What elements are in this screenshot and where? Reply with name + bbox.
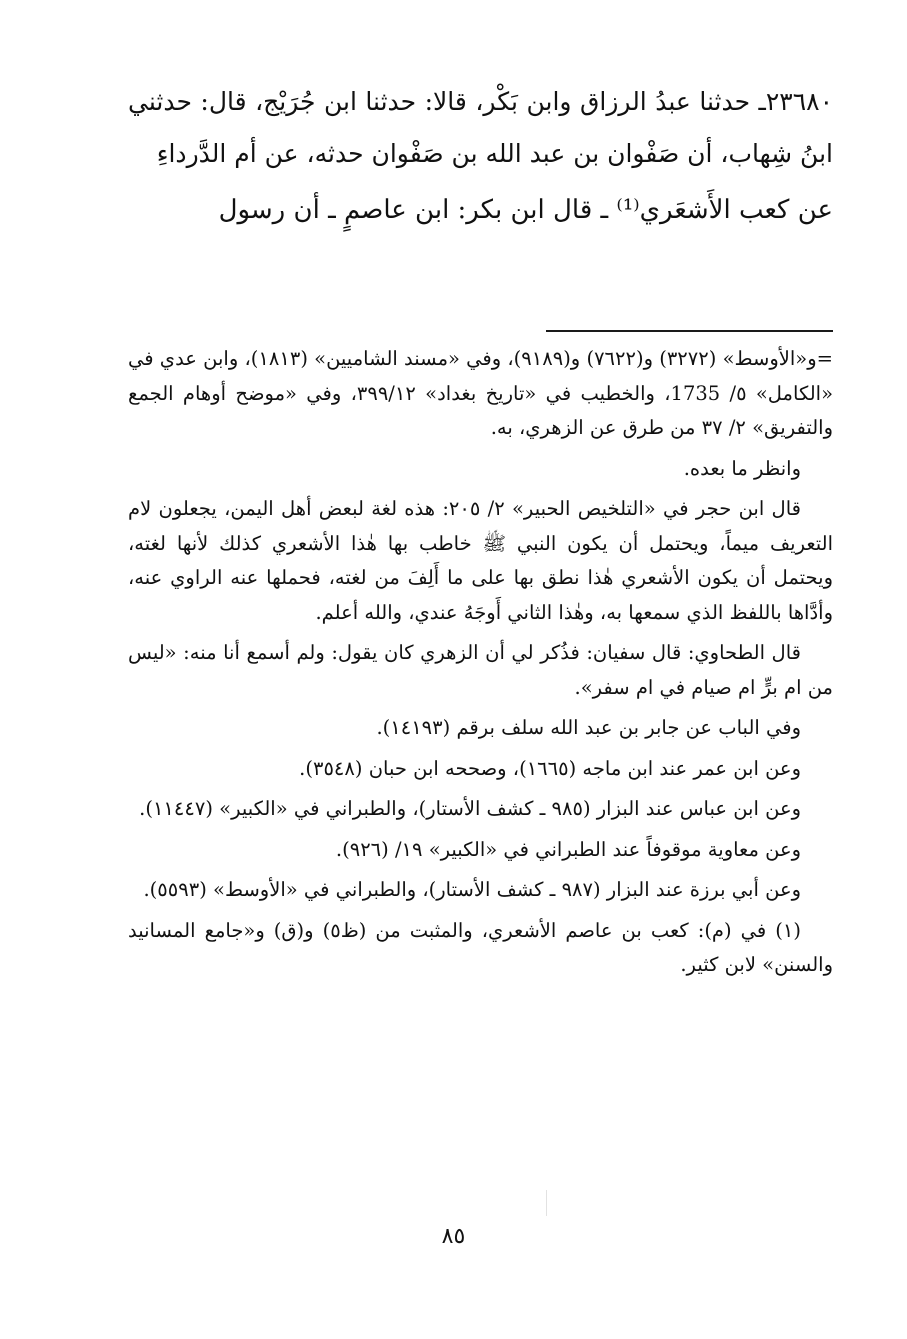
footnote-separator xyxy=(546,330,833,332)
hadith-matn: عن كعب الأَشعَري⁽¹⁾ ـ قال ابن بكر: ابن عاصمٍ ـ أن رسول xyxy=(218,195,833,225)
main-text xyxy=(128,76,833,236)
footnote-paragraph: وفي الباب عن جابر بن عبد الله سلف برقم (١٤١٩٣). xyxy=(376,716,801,739)
footnote-paragraph: وعن معاوية موقوفاً عند الطبراني في «الكبير» ١٩/ (٩٢٦). xyxy=(335,837,801,861)
footnote-continuation: =و«الأوسط» (٣٢٧٢) و(٧٦٢٢) و(٩١٨٩)، وفي «مسند الشاميين» (١٨١٣)، وابن عدي في «الكامل» ٥/ 1735، والخطيب في «تاريخ بغداد» ٣٩٩/١٢، وفي «موضح أوهام الجمع والتفريق» ٢/ ٣٧ من طرق عن الزهري، به. xyxy=(128,347,834,439)
footnotes xyxy=(128,342,833,983)
hadith-isnad: ٢٣٦٨٠ـ حدثنا عبدُ الرزاق وابن بَكْر، قالا: حدثنا ابن جُرَيْج، قال: حدثني ابنُ شِهاب، أن صَفْوان بن عبد الله بن صَفْوان حدثه، عن أم الدَّرداءِ xyxy=(128,87,833,168)
footnote-paragraph: قال الطحاوي: قال سفيان: فذُكر لي أن الزهري كان يقول: ولم أسمع أنا منه: «ليس من ام برٍّ ام صيام في ام سفر». xyxy=(128,641,833,699)
footnote-paragraph: وعن ابن عباس عند البزار (٩٨٥ ـ كشف الأستار)، والطبراني في «الكبير» (١١٤٤٧). xyxy=(139,797,801,820)
footnote-paragraph: قال ابن حجر في «التلخيص الحبير» ٢/ ٢٠٥: هذه لغة لبعض أهل اليمن، يجعلون لام التعريف ميماً، ويحتمل أن يكون النبي ﷺ خاطب بها هٰذا الأشعري كذلك لأنها لغته، ويحتمل أن يكون الأشعري هٰذا نطق بها على ما أَلِفَ من لغته، فحملها عنه الراوي عنه، وأدَّاها باللفظ الذي سمعها به، وهٰذا الثاني أَوجَهُ عندي، والله أعلم. xyxy=(128,497,833,624)
footnote-paragraph: وانظر ما بعده. xyxy=(683,456,801,480)
footnote-paragraph: وعن ابن عمر عند ابن ماجه (١٦٦٥)، وصححه ابن حبان (٣٥٤٨). xyxy=(299,756,801,780)
page-crease-mark xyxy=(546,1190,547,1216)
footnote-paragraph: وعن أبي برزة عند البزار (٩٨٧ ـ كشف الأستار)، والطبراني في «الأوسط» (٥٥٩٣). xyxy=(143,878,801,901)
footnote-1: (١) في (م): كعب بن عاصم الأشعري، والمثبت من (ظ٥) و(ق) و«جامع المسانيد والسنن» لابن كثير. xyxy=(128,918,833,976)
page-number: ٨٥ xyxy=(441,1224,466,1249)
